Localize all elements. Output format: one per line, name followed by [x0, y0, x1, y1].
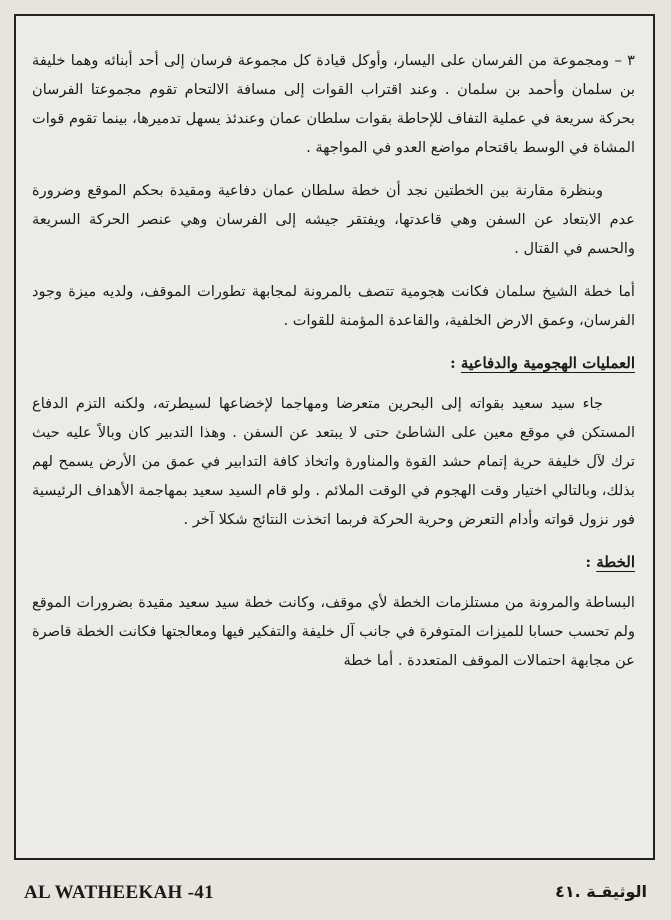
page-footer [14, 880, 657, 906]
section-heading-plan [32, 548, 635, 576]
section-heading-operations-colon: : [450, 354, 461, 372]
section-heading-plan-text: الخطة [596, 553, 635, 571]
paragraph-plans-comparison: وبنظرة مقارنة بين الخطتين نجد أن خطة سلطان عمان دفاعية ومقيدة بحكم الموقع وضرورة عدم الابتعاد عن السفن وهي قاعدتها، ويفتقر جيشه إلى الفرسان وهي عنصر الحركة السريعة والحسم في القتال . [32, 182, 635, 257]
paragraph-sheikh-salman-plan: أما خطة الشيخ سلمان فكانت هجومية تتصف بالمرونة لمجابهة تطورات الموقف، ولديه ميزة وجود الفرسان، وعمق الارض الخلفية، والقاعدة المؤمنة للقوات . [32, 283, 635, 329]
section-heading-operations-text: العمليات الهجومية والدفاعية [460, 354, 635, 372]
document-body [32, 46, 635, 689]
paragraph-plan-simplicity: البساطة والمرونة من مستلزمات الخطة لأي موقف، وكانت خطة سيد سعيد مقيدة بضرورات الموقع ولم تحسب حسابا للميزات المتوفرة في جانب آل خليفة والتفكير فيها ومعالجتها فكانت الخطة قاصرة عن مجابهة احتمالات الموقف المتعددة . أما خطة [32, 594, 635, 669]
section-heading-operations [32, 349, 635, 377]
section-heading-plan-colon: : [585, 553, 597, 571]
paragraph-cavalry-groups: ٣ – ومجموعة من الفرسان على اليسار، وأوكل قيادة كل مجموعة فرسان إلى أحد أبنائه وهما خليفة بن سلمان وأحمد بن سلمان . وعند اقتراب القوات إلى مسافة الالتحام تقوم مجموعتا الفرسان بحركة سريعة في عملية التفاف للإحاطة بقوات سلطان عمان وعندئذ يسهل تدميرها، بينما تقوم قوات المشاة في الوسط باقتحام مواضع العدو في المواجهة . [32, 52, 635, 156]
page-frame [14, 14, 655, 860]
paragraph-sayyid-said-campaign: جاء سيد سعيد بقواته إلى البحرين متعرضا ومهاجما لإخضاعها لسيطرته، ولكنه التزم الدفاع المستكن في موقع معين على الشاطئ حتى لا يبتعد عن السفن . وهذا التدبير كان وبالاً عليه حيث ترك لآل خليفة حرية إتمام حشد القوة والمناورة واتخاذ كافة التدابير في عمق من الأرض يسمح لهم بذلك، وبالتالي اختيار وقت الهجوم في الوقت الملائم . ولو قام السيد سعيد بمهاجمة الأهداف الرئيسية فور نزول قواته وأدام التعرض وحرية الحركة فربما اتخذت النتائج شكلا آخر . [32, 395, 635, 528]
footer-journal-name-latin: AL WATHEEKAH -41 [24, 882, 214, 903]
footer-journal-name-arabic: الوثيقـة .٤١ [555, 882, 647, 901]
